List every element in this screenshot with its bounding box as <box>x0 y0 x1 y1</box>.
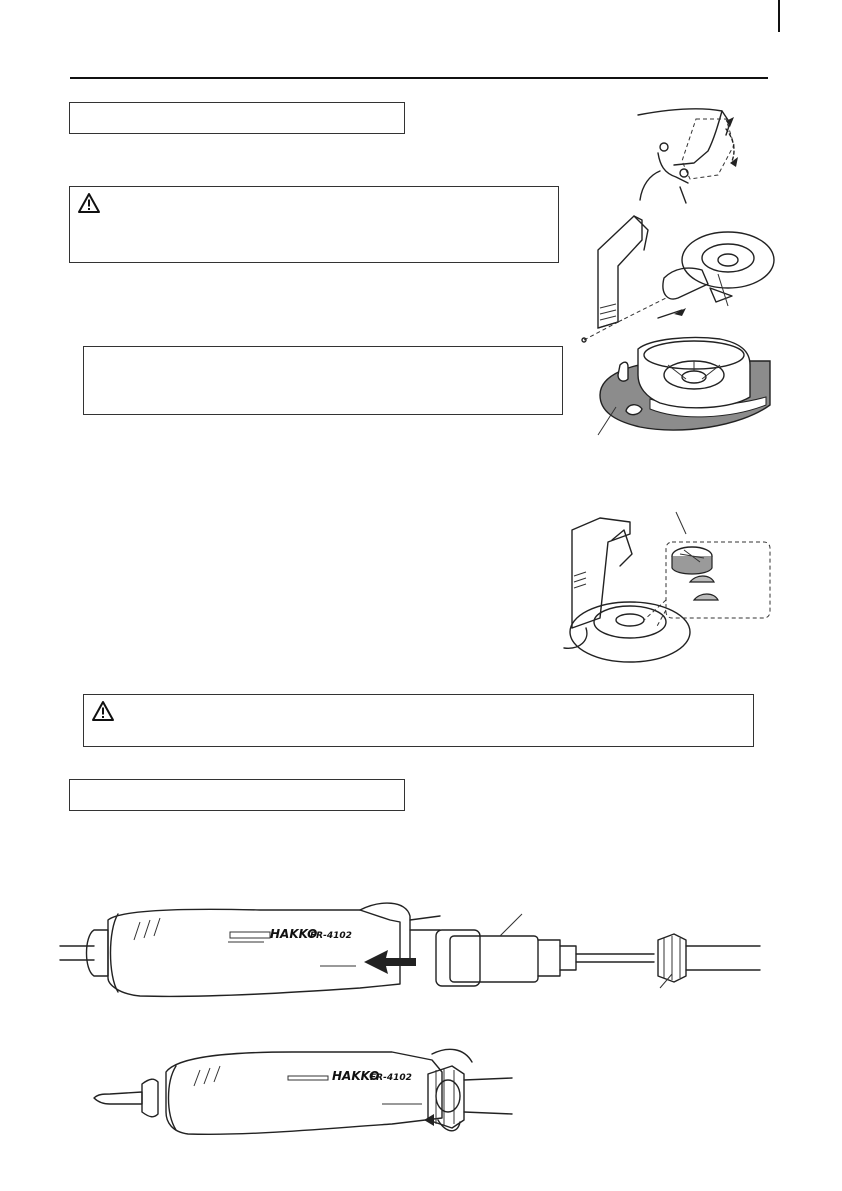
page-edge-marker <box>778 0 780 32</box>
heater-brand-label-2: HAKKO <box>332 1069 380 1083</box>
heater-model-label-2: FR-4102 <box>370 1073 412 1083</box>
note-box <box>83 346 563 415</box>
caution-box-2 <box>83 694 754 747</box>
caution-box-1 <box>69 186 559 263</box>
heater-assembly-exploded-illustration <box>60 900 780 1005</box>
warning-triangle-icon <box>92 701 114 721</box>
holder-filter-illustration <box>560 510 775 670</box>
heater-assembled-illustration <box>92 1042 522 1142</box>
warning-triangle-icon <box>78 193 100 213</box>
holder-base-illustration <box>590 335 780 465</box>
holder-disassembly-illustration <box>578 210 778 350</box>
heater-brand-label-1: HAKKO <box>270 927 318 941</box>
holder-hinge-illustration <box>630 105 760 205</box>
section-heading-box-2 <box>69 779 405 811</box>
header-rule <box>70 77 768 79</box>
section-heading-box-1 <box>69 102 405 134</box>
heater-model-label-1: FR-4102 <box>310 931 352 941</box>
